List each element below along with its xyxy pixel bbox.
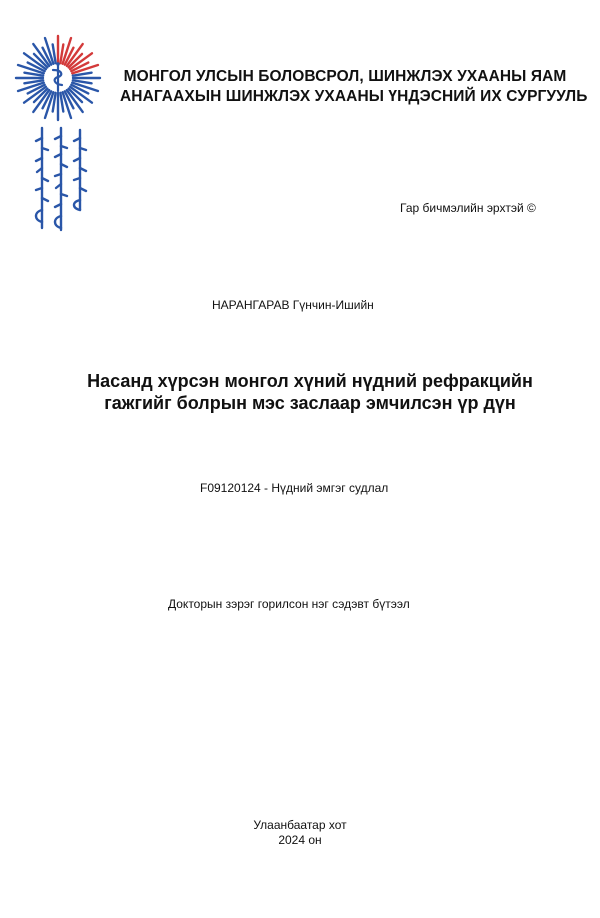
author-name: НАРАНГАРАВ Гүнчин-Ишийн [212,298,374,312]
mongolian-script-logotype [30,124,92,236]
university-name: АНАГААХЫН ШИНЖЛЭХ УХААНЫ ҮНДЭСНИЙ ИХ СУРГУУЛЬ [120,88,588,105]
ministry-header [120,67,588,107]
city: Улаанбаатар хот [253,818,347,832]
thesis-title [40,370,580,414]
year: 2024 он [278,833,322,847]
ministry-name: МОНГОЛ УЛСЫН БОЛОВСРОЛ, ШИНЖЛЭХ УХААНЫ ЯАМ [123,68,567,85]
thesis-title-line-1: Насанд хүрсэн монгол хүний нүдний рефракцийн [87,371,533,391]
thesis-title-line-2: гажгийг болрын мэс заслаар эмчилсэн үр дүн [104,393,516,413]
place-and-year [200,818,400,848]
copyright-note: Гар бичмэлийн эрхтэй © [400,201,536,215]
specialty-code: F09120124 - Нүдний эмгэг судлал [200,481,389,495]
university-emblem-icon [14,34,102,122]
degree-statement: Докторын зэрэг горилсон нэг сэдэвт бүтээл [168,597,410,611]
